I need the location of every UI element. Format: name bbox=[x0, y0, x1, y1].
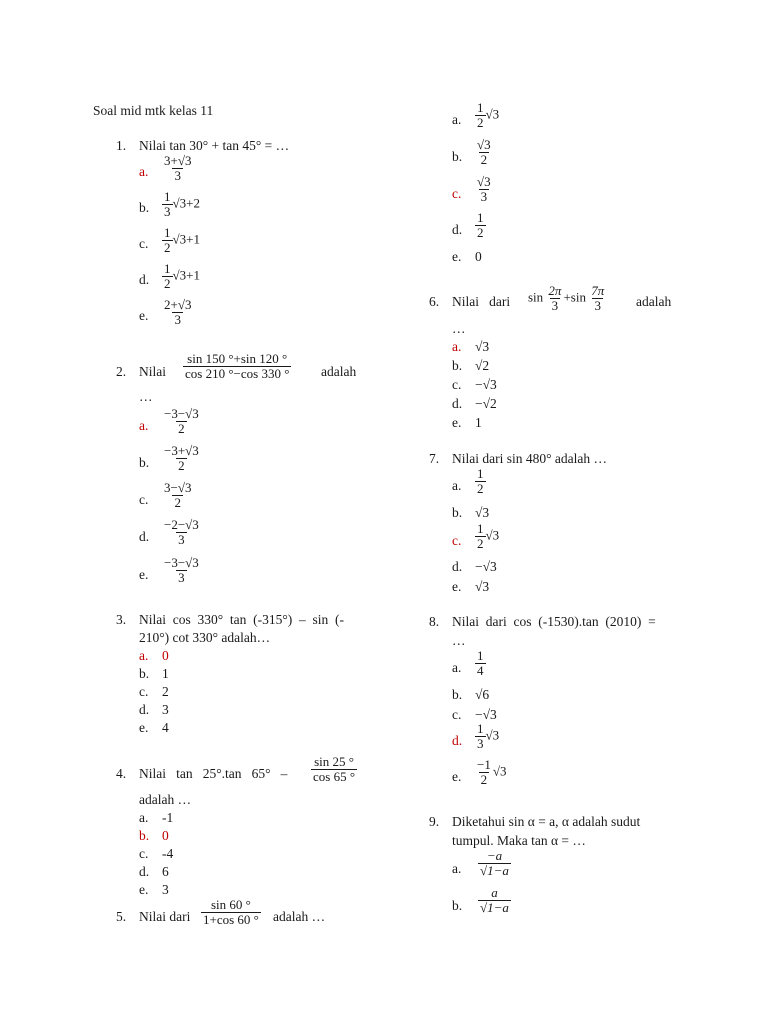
q4-fraction bbox=[311, 755, 357, 784]
q2-expr-num: sin 150 °+sin 120 ° bbox=[187, 351, 288, 366]
q2-number: 2. bbox=[116, 364, 127, 379]
q2-c-value bbox=[162, 481, 193, 510]
q8-e-den: 2 bbox=[480, 772, 488, 787]
q5-number: 5. bbox=[116, 909, 127, 924]
q7-a-value bbox=[475, 467, 486, 496]
q3-line1: Nilai cos 330° tan (-315°) – sin (- bbox=[139, 612, 345, 627]
q9-b-value bbox=[478, 886, 511, 915]
q5-fraction bbox=[201, 898, 261, 927]
q8-e-tail: √3 bbox=[492, 763, 507, 779]
q5-b-den: 2 bbox=[480, 152, 488, 167]
q8-b-value: √6 bbox=[475, 687, 490, 702]
q8-a-num: 1 bbox=[477, 648, 484, 663]
q5-a-tail: √3 bbox=[485, 106, 500, 122]
q4-c-label: c. bbox=[139, 846, 149, 861]
q1-d-den: 2 bbox=[164, 276, 171, 291]
q2-c-num: 3−√3 bbox=[164, 480, 192, 495]
q5-frac-num: sin 60 ° bbox=[210, 897, 251, 912]
q5-c-label: c. bbox=[452, 186, 462, 201]
q6-b-value: √2 bbox=[475, 358, 490, 373]
q8-e-num: −1 bbox=[477, 757, 491, 772]
q8-c-label: c. bbox=[452, 707, 462, 722]
q1-c-tail: √3+1 bbox=[172, 231, 200, 247]
q5-d-num: 1 bbox=[477, 210, 484, 225]
q5-e-value: 0 bbox=[475, 249, 482, 264]
q6-f1-den: 3 bbox=[551, 298, 559, 313]
q2-suffix: adalah bbox=[321, 364, 357, 379]
q6-e-label: e. bbox=[452, 415, 462, 430]
q6-f1-num: 2π bbox=[548, 283, 562, 298]
q9-a-value bbox=[478, 849, 511, 878]
q1-d-value bbox=[162, 262, 200, 291]
q4-text: Nilai tan 25°.tan 65° – bbox=[139, 766, 288, 781]
q1-c-value bbox=[162, 226, 200, 255]
q8-b-label: b. bbox=[452, 687, 463, 702]
q1-b-tail: √3+2 bbox=[172, 195, 200, 211]
q5-e-label: e. bbox=[452, 249, 462, 264]
q2-b-num: −3+√3 bbox=[164, 443, 199, 458]
q6-e-value: 1 bbox=[475, 415, 482, 430]
q2-d-num: −2−√3 bbox=[164, 517, 199, 532]
q6-c-value: −√3 bbox=[475, 377, 497, 392]
q1-d-label: d. bbox=[139, 272, 150, 287]
q4-b-label: b. bbox=[139, 828, 150, 843]
q3-c-label: c. bbox=[139, 684, 149, 699]
q9-b-den: √1−a bbox=[480, 900, 509, 915]
q8-e-label: e. bbox=[452, 769, 462, 784]
q3-e-value: 4 bbox=[162, 720, 169, 735]
q1-c-label: c. bbox=[139, 236, 149, 251]
q7-text: Nilai dari sin 480° adalah … bbox=[452, 451, 607, 466]
q6-plus-sin: +sin bbox=[563, 289, 586, 305]
q4-a-label: a. bbox=[139, 810, 149, 825]
q4-line2: adalah … bbox=[139, 792, 192, 807]
q6-ellipsis: … bbox=[452, 321, 466, 336]
q1-b-den: 3 bbox=[164, 204, 171, 219]
q6-expression bbox=[528, 284, 606, 313]
q8-a-den: 4 bbox=[477, 663, 484, 678]
q6-f2-num: 7π bbox=[591, 283, 605, 298]
q1-e-value bbox=[162, 298, 193, 327]
q9-a-num: −a bbox=[486, 848, 503, 863]
q7-c-label: c. bbox=[452, 533, 462, 548]
q3-number: 3. bbox=[116, 612, 127, 627]
q5-frac-den: 1+cos 60 ° bbox=[203, 912, 259, 927]
q2-e-den: 3 bbox=[178, 570, 185, 585]
q1-a-num: 3+√3 bbox=[164, 153, 192, 168]
q2-b-den: 2 bbox=[178, 458, 185, 473]
q1-b-value bbox=[162, 190, 200, 219]
q2-a-label: a. bbox=[139, 418, 149, 433]
q4-d-value: 6 bbox=[162, 864, 169, 879]
q1-number: 1. bbox=[116, 138, 127, 153]
q6-d-label: d. bbox=[452, 396, 463, 411]
q7-number: 7. bbox=[429, 451, 440, 466]
q1-a-value bbox=[162, 154, 193, 183]
q9-a-den: √1−a bbox=[480, 863, 509, 878]
q3-b-label: b. bbox=[139, 666, 150, 681]
q3-a-label: a. bbox=[139, 648, 149, 663]
q6-d-value: −√2 bbox=[475, 396, 497, 411]
q7-c-value bbox=[475, 522, 499, 551]
q1-d-num: 1 bbox=[164, 261, 171, 276]
q3-c-value: 2 bbox=[162, 684, 169, 699]
q2-d-label: d. bbox=[139, 529, 150, 544]
q7-c-tail: √3 bbox=[485, 527, 500, 543]
q1-c-num: 1 bbox=[164, 225, 171, 240]
q4-e-value: 3 bbox=[162, 882, 169, 897]
q5-prefix: Nilai dari bbox=[139, 909, 191, 924]
q9-line1: Diketahui sin α = a, α adalah sudut bbox=[452, 814, 641, 829]
q2-expression bbox=[183, 352, 291, 381]
q4-frac-num: sin 25 ° bbox=[314, 754, 354, 769]
q4-e-label: e. bbox=[139, 882, 149, 897]
q8-d-tail: √3 bbox=[485, 727, 500, 743]
q2-c-den: 2 bbox=[174, 495, 181, 510]
q3-d-value: 3 bbox=[162, 702, 169, 717]
q8-d-den: 3 bbox=[477, 736, 484, 751]
q4-d-label: d. bbox=[139, 864, 150, 879]
q8-c-value: −√3 bbox=[475, 707, 497, 722]
q7-a-label: a. bbox=[452, 478, 462, 493]
q5-d-label: d. bbox=[452, 222, 463, 237]
q7-c-den: 2 bbox=[477, 536, 484, 551]
q6-suffix: adalah bbox=[636, 294, 672, 309]
q8-e-value bbox=[475, 758, 506, 787]
q7-b-label: b. bbox=[452, 505, 463, 520]
q3-a-value: 0 bbox=[162, 648, 169, 663]
q2-prefix: Nilai bbox=[139, 364, 166, 379]
q1-e-den: 3 bbox=[174, 312, 181, 327]
q8-d-value bbox=[475, 722, 499, 751]
q8-ellipsis: … bbox=[452, 633, 466, 648]
q2-ellipsis: … bbox=[139, 389, 153, 404]
q5-c-den: 3 bbox=[480, 189, 488, 204]
q2-d-value bbox=[162, 518, 201, 547]
q7-d-label: d. bbox=[452, 559, 463, 574]
q7-e-value: √3 bbox=[475, 579, 490, 594]
q1-c-den: 2 bbox=[164, 240, 171, 255]
q2-e-value bbox=[162, 556, 201, 585]
q5-a-den: 2 bbox=[477, 115, 484, 130]
q3-line2: 210°) cot 330° adalah… bbox=[139, 630, 271, 645]
q8-d-num: 1 bbox=[477, 721, 484, 736]
q2-e-num: −3−√3 bbox=[164, 555, 199, 570]
q2-e-label: e. bbox=[139, 567, 149, 582]
q6-c-label: c. bbox=[452, 377, 462, 392]
q1-b-label: b. bbox=[139, 200, 150, 215]
q7-d-value: −√3 bbox=[475, 559, 497, 574]
q7-a-den: 2 bbox=[477, 481, 484, 496]
q5-c-num: √3 bbox=[477, 174, 491, 189]
q5-d-value bbox=[475, 211, 486, 240]
q5-b-num: √3 bbox=[477, 137, 491, 152]
q5-b-value bbox=[475, 138, 493, 167]
q3-e-label: e. bbox=[139, 720, 149, 735]
q9-a-label: a. bbox=[452, 861, 462, 876]
q9-line2: tumpul. Maka tan α = … bbox=[452, 833, 586, 848]
q6-number: 6. bbox=[429, 294, 440, 309]
q5-a-num: 1 bbox=[477, 100, 484, 115]
q5-b-label: b. bbox=[452, 149, 463, 164]
q2-expr-den: cos 210 °−cos 330 ° bbox=[185, 366, 290, 381]
q2-a-value bbox=[162, 407, 201, 436]
q5-a-label: a. bbox=[452, 112, 462, 127]
q7-e-label: e. bbox=[452, 579, 462, 594]
q2-a-den: 2 bbox=[178, 421, 185, 436]
q9-b-num: a bbox=[491, 885, 498, 900]
q3-d-label: d. bbox=[139, 702, 150, 717]
q1-a-den: 3 bbox=[174, 168, 181, 183]
q8-a-value bbox=[475, 649, 486, 678]
q1-a-label: a. bbox=[139, 164, 149, 179]
q1-b-num: 1 bbox=[164, 189, 171, 204]
q6-a-label: a. bbox=[452, 339, 462, 354]
q4-number: 4. bbox=[116, 766, 127, 781]
q8-number: 8. bbox=[429, 614, 440, 629]
q5-c-value bbox=[475, 175, 493, 204]
q8-a-label: a. bbox=[452, 660, 462, 675]
q2-b-label: b. bbox=[139, 455, 150, 470]
q7-b-value: √3 bbox=[475, 505, 490, 520]
q2-a-num: −3−√3 bbox=[164, 406, 199, 421]
q9-b-label: b. bbox=[452, 898, 463, 913]
q7-a-num: 1 bbox=[477, 466, 484, 481]
q6-a-value: √3 bbox=[475, 339, 490, 354]
q4-b-value: 0 bbox=[162, 828, 169, 843]
q1-text: Nilai tan 30° + tan 45° = … bbox=[139, 138, 290, 153]
q8-d-label: d. bbox=[452, 733, 463, 748]
q4-a-value: -1 bbox=[162, 810, 174, 825]
q2-d-den: 3 bbox=[178, 532, 185, 547]
q1-e-num: 2+√3 bbox=[164, 297, 192, 312]
q1-e-label: e. bbox=[139, 308, 149, 323]
q3-b-value: 1 bbox=[162, 666, 169, 681]
q6-prefix: Nilai dari bbox=[452, 294, 511, 309]
q5-d-den: 2 bbox=[477, 225, 484, 240]
q6-b-label: b. bbox=[452, 358, 463, 373]
q2-c-label: c. bbox=[139, 492, 149, 507]
q6-sin1: sin bbox=[528, 289, 544, 305]
q5-a-value bbox=[475, 101, 499, 130]
document-title: Soal mid mtk kelas 11 bbox=[93, 103, 214, 118]
q7-c-num: 1 bbox=[477, 521, 484, 536]
q6-f2-den: 3 bbox=[594, 298, 601, 313]
q4-c-value: -4 bbox=[162, 846, 174, 861]
q9-number: 9. bbox=[429, 814, 440, 829]
q5-suffix: adalah … bbox=[273, 909, 326, 924]
q2-b-value bbox=[162, 444, 201, 473]
q4-frac-den: cos 65 ° bbox=[313, 769, 356, 784]
q8-text: Nilai dari cos (-1530).tan (2010) = bbox=[452, 614, 656, 629]
q1-d-tail: √3+1 bbox=[172, 267, 200, 283]
